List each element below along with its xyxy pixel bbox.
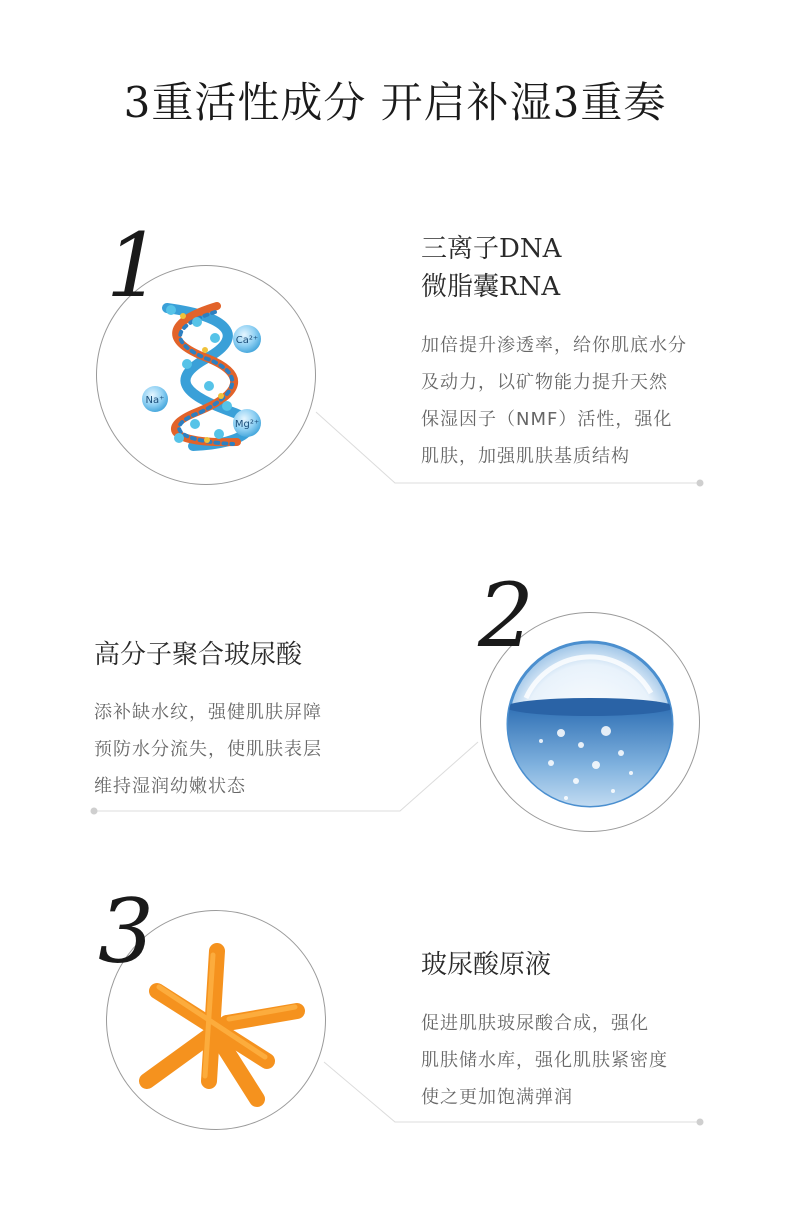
desc-line: 使之更加饱满弹润	[421, 1087, 573, 1108]
section-2-heading: 高分子聚合玻尿酸	[94, 640, 303, 670]
section-number-3: 3	[98, 880, 154, 983]
desc-line: 维持湿润幼嫩状态	[94, 776, 246, 797]
desc-line: 及动力，以矿物能力提升天然	[421, 372, 668, 393]
section-1-heading-line1: 三离子DNA	[421, 234, 562, 264]
page-title: 3重活性成分 开启补湿3重奏	[123, 78, 667, 127]
ion-label-na: Na⁺	[145, 395, 165, 406]
desc-line: 加倍提升渗透率，给你肌底水分	[421, 335, 687, 356]
desc-line: 肌肤储水库，强化肌肤紧密度	[421, 1050, 668, 1071]
desc-line: 促进肌肤玻尿酸合成，强化	[421, 1013, 649, 1034]
section-number-2: 2	[478, 564, 534, 667]
section-number-1: 1	[106, 214, 162, 317]
section-3-heading: 玻尿酸原液	[421, 950, 552, 980]
ion-label-mg: Mg²⁺	[234, 419, 260, 430]
ion-label-ca: Ca²⁺	[235, 335, 259, 346]
desc-line: 肌肤，加强肌肤基质结构	[421, 446, 630, 467]
desc-line: 添补缺水纹，强健肌肤屏障	[94, 702, 322, 723]
desc-line: 预防水分流失，使肌肤表层	[94, 739, 322, 760]
section-1-heading-line2: 微脂囊RNA	[421, 272, 561, 302]
desc-line: 保湿因子（NMF）活性，强化	[421, 409, 673, 430]
